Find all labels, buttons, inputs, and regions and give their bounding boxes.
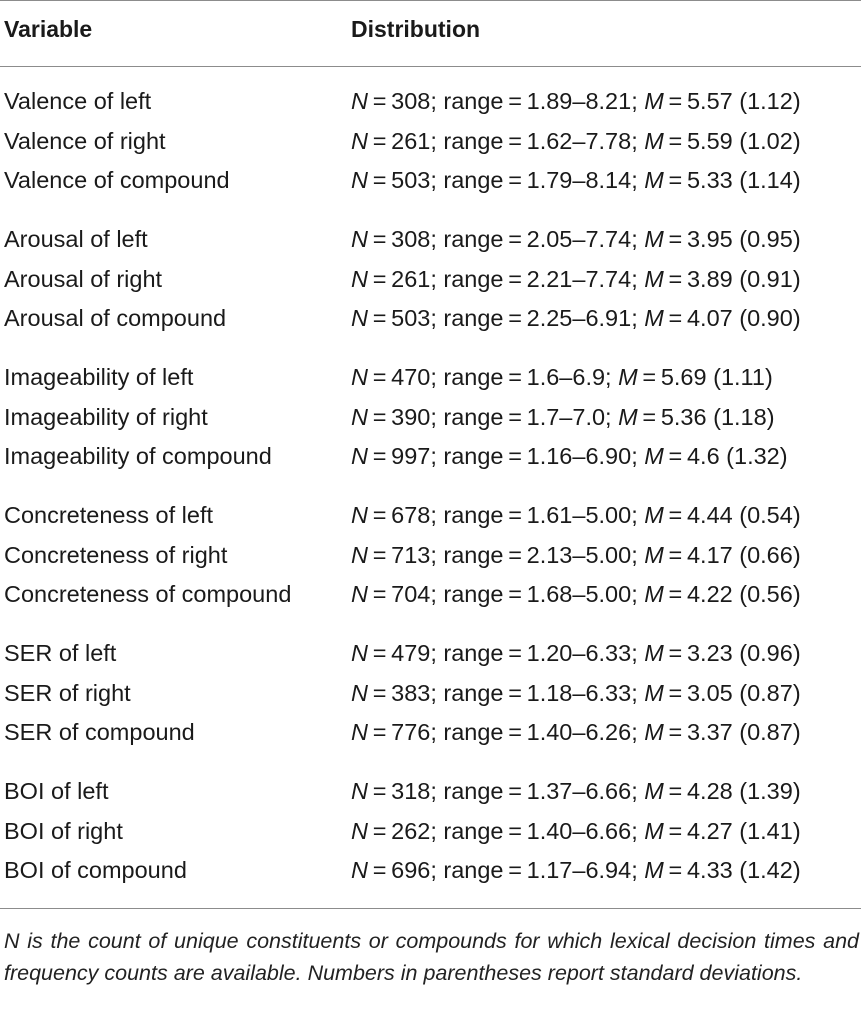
mean-value: 5.69 (660, 364, 707, 390)
sd-value: 1.12 (747, 88, 793, 114)
mean-value: 4.44 (686, 502, 733, 528)
m-symbol: M (644, 541, 664, 568)
variable-cell: Valence of left (4, 88, 152, 114)
table-footnote: N is the count of unique constituents or compounds for which lexical decision times and frequency counts are available. Numbers in parentheses report standard deviations. (4, 929, 859, 985)
m-symbol: M (644, 640, 664, 666)
sd-value: 0.95 (747, 226, 793, 252)
sd-value: 0.87 (747, 679, 793, 706)
range-value: 2.25–6.91 (526, 305, 632, 331)
n-symbol: N (351, 305, 368, 331)
m-symbol: M (644, 265, 664, 292)
n-symbol: N (351, 127, 368, 154)
n-symbol: N (351, 226, 368, 252)
m-symbol: M (644, 778, 664, 804)
sd-value: 1.32 (734, 443, 780, 469)
table-row-group (0, 500, 861, 619)
range-value: 1.18–6.33 (526, 679, 632, 706)
variable-cell: Arousal of left (4, 226, 148, 252)
distribution-cell: N = 262; range = 1.40–6.66; M = 4.27 (1.41) (351, 817, 801, 844)
table-header-row (0, 16, 861, 52)
range-value: 1.7–7.0 (526, 403, 606, 430)
m-symbol: M (644, 127, 664, 154)
sd-value: 0.66 (747, 541, 793, 568)
mean-value: 5.36 (660, 403, 707, 430)
mean-value: 5.33 (686, 167, 733, 193)
n-symbol: N (351, 719, 368, 745)
range-value: 1.89–8.21 (526, 88, 632, 114)
table-top-rule (0, 0, 861, 1)
n-value: 776 (391, 719, 431, 745)
mean-value: 4.22 (686, 581, 733, 607)
distribution-cell: N = 308; range = 2.05–7.74; M = 3.95 (0.95) (351, 226, 801, 252)
table-row (0, 678, 861, 718)
distribution-cell: N = 479; range = 1.20–6.33; M = 3.23 (0.96) (351, 640, 801, 666)
range-value: 2.05–7.74 (526, 226, 632, 252)
table-row (0, 303, 861, 343)
n-value: 678 (391, 502, 431, 528)
range-value: 1.20–6.33 (526, 640, 632, 666)
distribution-cell: N = 308; range = 1.89–8.21; M = 5.57 (1.12) (351, 88, 801, 114)
mean-value: 4.17 (686, 541, 733, 568)
n-value: 318 (391, 778, 431, 804)
sd-value: 1.42 (747, 857, 793, 883)
range-value: 2.21–7.74 (526, 265, 632, 292)
sd-value: 1.41 (747, 817, 793, 844)
m-symbol: M (644, 167, 664, 193)
variable-cell: Concreteness of right (4, 541, 228, 568)
mean-value: 4.33 (686, 857, 733, 883)
range-value: 1.79–8.14 (526, 167, 632, 193)
sd-value: 0.54 (747, 502, 793, 528)
distribution-cell: N = 997; range = 1.16–6.90; M = 4.6 (1.32) (351, 443, 788, 469)
sd-value: 1.14 (747, 167, 793, 193)
table-row (0, 402, 861, 442)
distribution-cell: N = 318; range = 1.37–6.66; M = 4.28 (1.39) (351, 778, 801, 804)
table-row (0, 579, 861, 619)
n-symbol: N (351, 541, 368, 568)
variable-cell: SER of compound (4, 719, 195, 745)
mean-value: 3.37 (686, 719, 733, 745)
table-row (0, 540, 861, 580)
variable-cell: Valence of right (4, 127, 166, 154)
sd-value: 1.39 (747, 778, 793, 804)
table-header-rule (0, 66, 861, 67)
distribution-cell: N = 261; range = 2.21–7.74; M = 3.89 (0.91) (351, 265, 801, 292)
table-row-group (0, 776, 861, 895)
mean-value: 3.23 (686, 640, 733, 666)
range-value: 2.13–5.00 (526, 541, 632, 568)
sd-value: 0.90 (747, 305, 793, 331)
distribution-cell: N = 383; range = 1.18–6.33; M = 3.05 (0.87) (351, 679, 801, 706)
n-symbol: N (351, 679, 368, 706)
variable-cell: Arousal of compound (4, 305, 227, 331)
sd-value: 0.87 (747, 719, 793, 745)
table-row (0, 717, 861, 757)
variable-cell: Concreteness of compound (4, 581, 292, 607)
table-row (0, 816, 861, 856)
sd-value: 0.91 (747, 265, 793, 292)
n-symbol: N (351, 502, 368, 528)
sd-value: 1.02 (747, 127, 793, 154)
variable-cell: Imageability of right (4, 403, 208, 430)
mean-value: 3.05 (686, 679, 733, 706)
table-row (0, 776, 861, 816)
variable-cell: Arousal of right (4, 265, 163, 292)
distribution-cell: N = 503; range = 2.25–6.91; M = 4.07 (0.90) (351, 305, 801, 331)
m-symbol: M (644, 443, 664, 469)
table-row (0, 362, 861, 402)
variable-cell: Concreteness of left (4, 502, 213, 528)
n-value: 704 (391, 581, 431, 607)
table-row-group (0, 638, 861, 757)
variable-cell: Imageability of left (4, 364, 194, 390)
range-value: 1.6–6.9 (526, 364, 606, 390)
n-symbol: N (351, 443, 368, 469)
mean-value: 5.57 (686, 88, 733, 114)
m-symbol: M (644, 719, 664, 745)
range-value: 1.61–5.00 (526, 502, 632, 528)
n-symbol: N (351, 167, 368, 193)
variable-cell: BOI of compound (4, 857, 187, 883)
distribution-cell: N = 713; range = 2.13–5.00; M = 4.17 (0.66) (351, 541, 801, 568)
distribution-cell: N = 390; range = 1.7–7.0; M = 5.36 (1.18) (351, 403, 775, 430)
n-value: 308 (391, 88, 431, 114)
header-variable: Variable (4, 16, 93, 42)
m-symbol: M (644, 581, 664, 607)
distribution-cell: N = 776; range = 1.40–6.26; M = 3.37 (0.87) (351, 719, 801, 745)
sd-value: 0.56 (747, 581, 793, 607)
range-value: 1.16–6.90 (526, 443, 632, 469)
m-symbol: M (644, 305, 664, 331)
mean-value: 4.6 (686, 443, 720, 469)
n-value: 262 (391, 817, 431, 844)
n-value: 261 (391, 265, 431, 292)
m-symbol: M (644, 679, 664, 706)
table-row-group (0, 224, 861, 343)
n-symbol: N (351, 778, 368, 804)
n-symbol: N (351, 640, 368, 666)
n-symbol: N (351, 265, 368, 292)
n-symbol: N (351, 88, 368, 114)
table-row (0, 500, 861, 540)
mean-value: 5.59 (686, 127, 733, 154)
n-symbol: N (351, 817, 368, 844)
m-symbol: M (644, 88, 664, 114)
n-value: 997 (391, 443, 431, 469)
n-symbol: N (351, 581, 368, 607)
mean-value: 3.95 (686, 226, 733, 252)
variable-cell: SER of right (4, 679, 131, 706)
m-symbol: M (644, 817, 664, 844)
distribution-cell: N = 470; range = 1.6–6.9; M = 5.69 (1.11) (351, 364, 773, 390)
m-symbol: M (618, 364, 638, 390)
sd-value: 0.96 (747, 640, 793, 666)
m-symbol: M (618, 403, 638, 430)
n-symbol: N (351, 403, 368, 430)
distribution-cell: N = 696; range = 1.17–6.94; M = 4.33 (1.42) (351, 857, 801, 883)
table-row-group (0, 362, 861, 481)
n-value: 261 (391, 127, 431, 154)
table-body (0, 86, 861, 914)
table-bottom-rule (0, 908, 861, 909)
distribution-cell: N = 261; range = 1.62–7.78; M = 5.59 (1.02) (351, 127, 801, 154)
sd-value: 1.11 (720, 364, 765, 390)
n-value: 696 (391, 857, 431, 883)
range-value: 1.40–6.26 (526, 719, 632, 745)
n-value: 308 (391, 226, 431, 252)
range-value: 1.40–6.66 (526, 817, 632, 844)
table-row (0, 638, 861, 678)
table-row (0, 165, 861, 205)
table-row (0, 264, 861, 304)
mean-value: 4.28 (686, 778, 733, 804)
variable-cell: BOI of left (4, 778, 109, 804)
mean-value: 4.07 (686, 305, 733, 331)
n-value: 503 (391, 305, 431, 331)
n-value: 503 (391, 167, 431, 193)
variable-cell: SER of left (4, 640, 117, 666)
n-value: 390 (391, 403, 431, 430)
m-symbol: M (644, 502, 664, 528)
range-value: 1.17–6.94 (526, 857, 632, 883)
m-symbol: M (644, 226, 664, 252)
variable-cell: BOI of right (4, 817, 123, 844)
table-row (0, 224, 861, 264)
sd-value: 1.18 (720, 403, 767, 430)
m-symbol: M (644, 857, 664, 883)
distribution-cell: N = 704; range = 1.68–5.00; M = 4.22 (0.56) (351, 581, 801, 607)
header-distribution: Distribution (351, 16, 481, 42)
n-value: 470 (391, 364, 431, 390)
n-value: 713 (391, 541, 431, 568)
table-row (0, 86, 861, 126)
mean-value: 4.27 (686, 817, 733, 844)
table-row-group (0, 86, 861, 205)
table-row (0, 855, 861, 895)
n-value: 383 (391, 679, 431, 706)
range-value: 1.37–6.66 (526, 778, 632, 804)
table-row (0, 126, 861, 166)
distribution-cell: N = 678; range = 1.61–5.00; M = 4.44 (0.54) (351, 502, 801, 528)
variable-cell: Valence of compound (4, 167, 230, 193)
variable-cell: Imageability of compound (4, 443, 272, 469)
distribution-cell: N = 503; range = 1.79–8.14; M = 5.33 (1.14) (351, 167, 801, 193)
n-symbol: N (351, 857, 368, 883)
range-value: 1.62–7.78 (526, 127, 632, 154)
n-symbol: N (351, 364, 368, 390)
range-value: 1.68–5.00 (526, 581, 632, 607)
table-row (0, 441, 861, 481)
n-value: 479 (391, 640, 431, 666)
mean-value: 3.89 (686, 265, 733, 292)
